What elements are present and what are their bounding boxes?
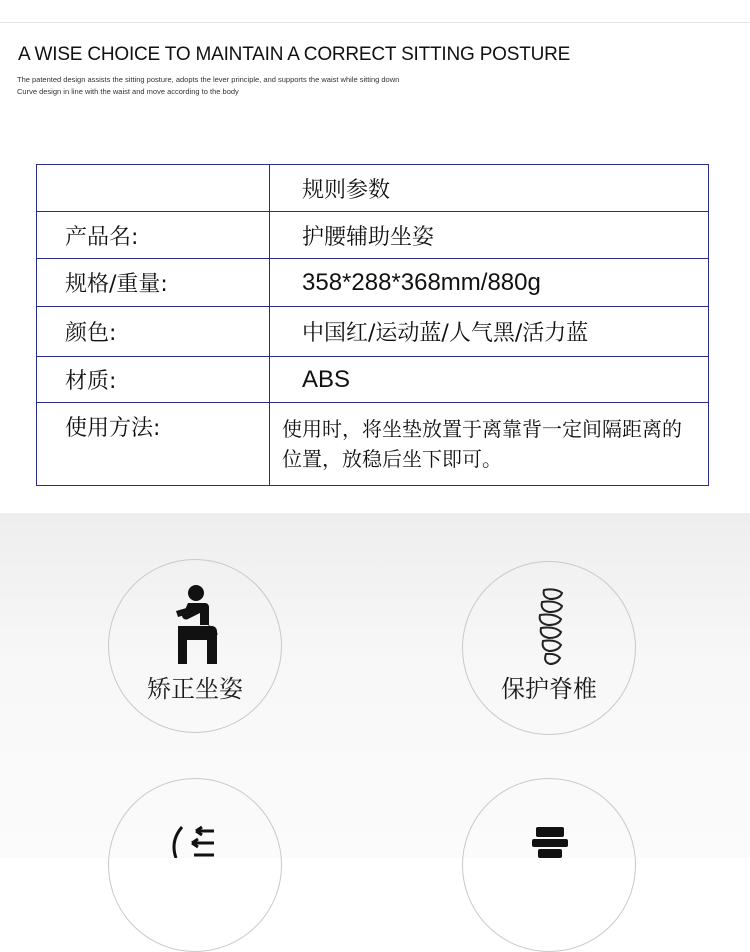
row-key: 规格/重量: <box>37 259 270 307</box>
row-value: 护腰辅助坐姿 <box>270 212 709 259</box>
table-row <box>37 357 709 403</box>
subtitle-line-1: The patented design assists the sitting posture, adopts the lever principle, and supports the waist while sitting down <box>17 75 400 84</box>
spec-table <box>36 164 709 486</box>
row-key: 使用方法: <box>37 403 270 486</box>
subtitle-line-2: Curve design in line with the waist and move according to the body <box>17 87 239 96</box>
feature-label: 保护脊椎 <box>501 675 597 703</box>
row-value: 358*288*368mm/880g <box>270 259 709 307</box>
row-value: 中国红/运动蓝/人气黑/活力蓝 <box>270 307 709 357</box>
row-key: 材质: <box>37 357 270 403</box>
table-row <box>37 307 709 357</box>
table-row <box>37 259 709 307</box>
table-row <box>37 212 709 259</box>
feature-label: 矫正坐姿 <box>147 675 243 703</box>
spine-icon <box>538 588 566 666</box>
top-divider <box>0 22 750 23</box>
table-cell-empty <box>37 165 270 212</box>
table-row <box>37 403 709 486</box>
row-value: 使用时，将坐垫放置于离靠背一定间隔距离的位置，放稳后坐下即可。 <box>270 403 709 486</box>
table-heading: 规则参数 <box>270 165 709 212</box>
table-row <box>37 165 709 212</box>
row-key: 颜色: <box>37 307 270 357</box>
feature-circle <box>462 778 636 952</box>
vertebra-icon <box>530 827 570 858</box>
page-title: A WISE CHOICE TO MAINTAIN A CORRECT SITTING POSTURE <box>18 44 571 65</box>
seated-person-icon <box>168 581 224 667</box>
curve-arrows-icon <box>170 825 220 858</box>
row-key: 产品名: <box>37 212 270 259</box>
row-value: ABS <box>270 357 709 403</box>
feature-circle <box>108 778 282 952</box>
